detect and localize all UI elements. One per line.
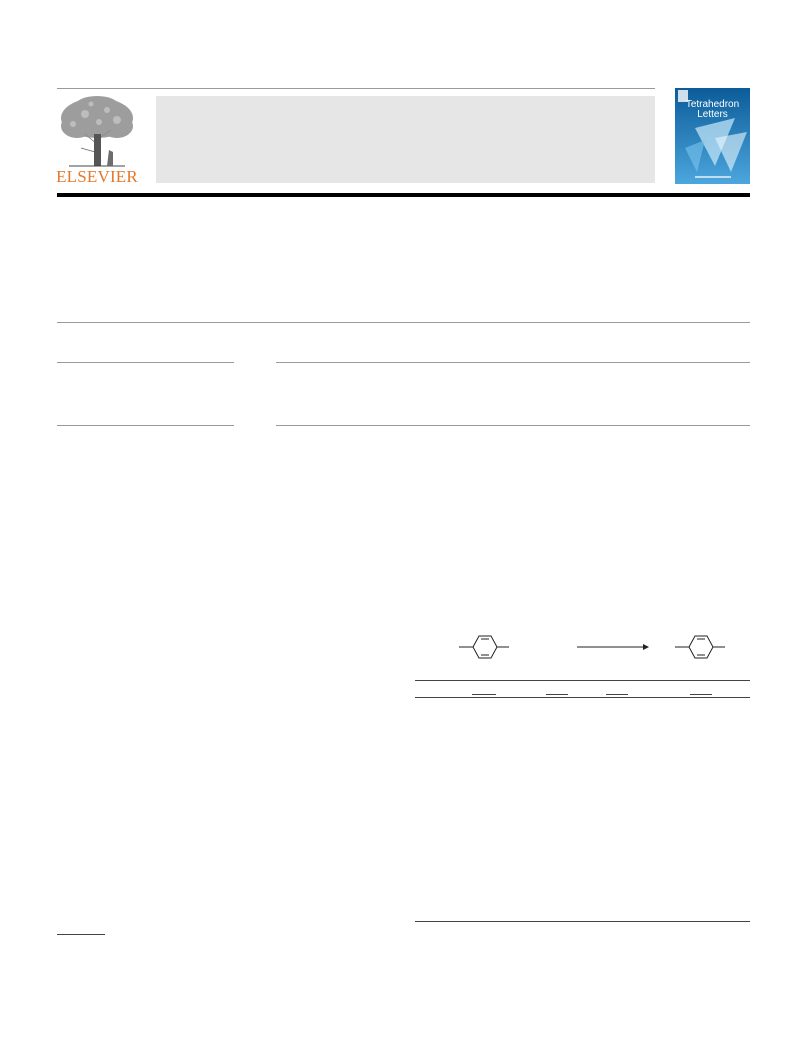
reaction-scheme [455,630,745,664]
abstract-top-rule [276,362,750,363]
benzene-ring-icon [675,636,725,658]
header-thick-rule [57,193,750,197]
abstract-bottom-rule [276,425,750,426]
journal-masthead-box [156,96,655,183]
table-header-rule [415,697,750,698]
article-info-bottom-rule [57,425,234,426]
cover-title-line1: Tetrahedron [685,99,740,110]
tree-engraving-icon [55,96,139,168]
table-top-rule [415,680,750,681]
table-subheader-mark [472,694,496,695]
reaction-arrow-icon [577,644,649,650]
title-block-bottom-rule [57,322,750,323]
footnote-rule [57,934,105,935]
cover-title [675,98,750,120]
table-subheader-mark [546,694,568,695]
journal-cover [675,88,750,184]
elsevier-wordmark: ELSEVIER [56,167,138,186]
table-subheader-mark [606,694,628,695]
header-top-rule [57,88,655,89]
table-bottom-rule [415,921,750,922]
benzene-ring-icon [459,636,509,658]
article-info-top-rule [57,362,234,363]
table-subheader-mark [690,694,712,695]
cover-title-line2: Letters [697,109,728,120]
